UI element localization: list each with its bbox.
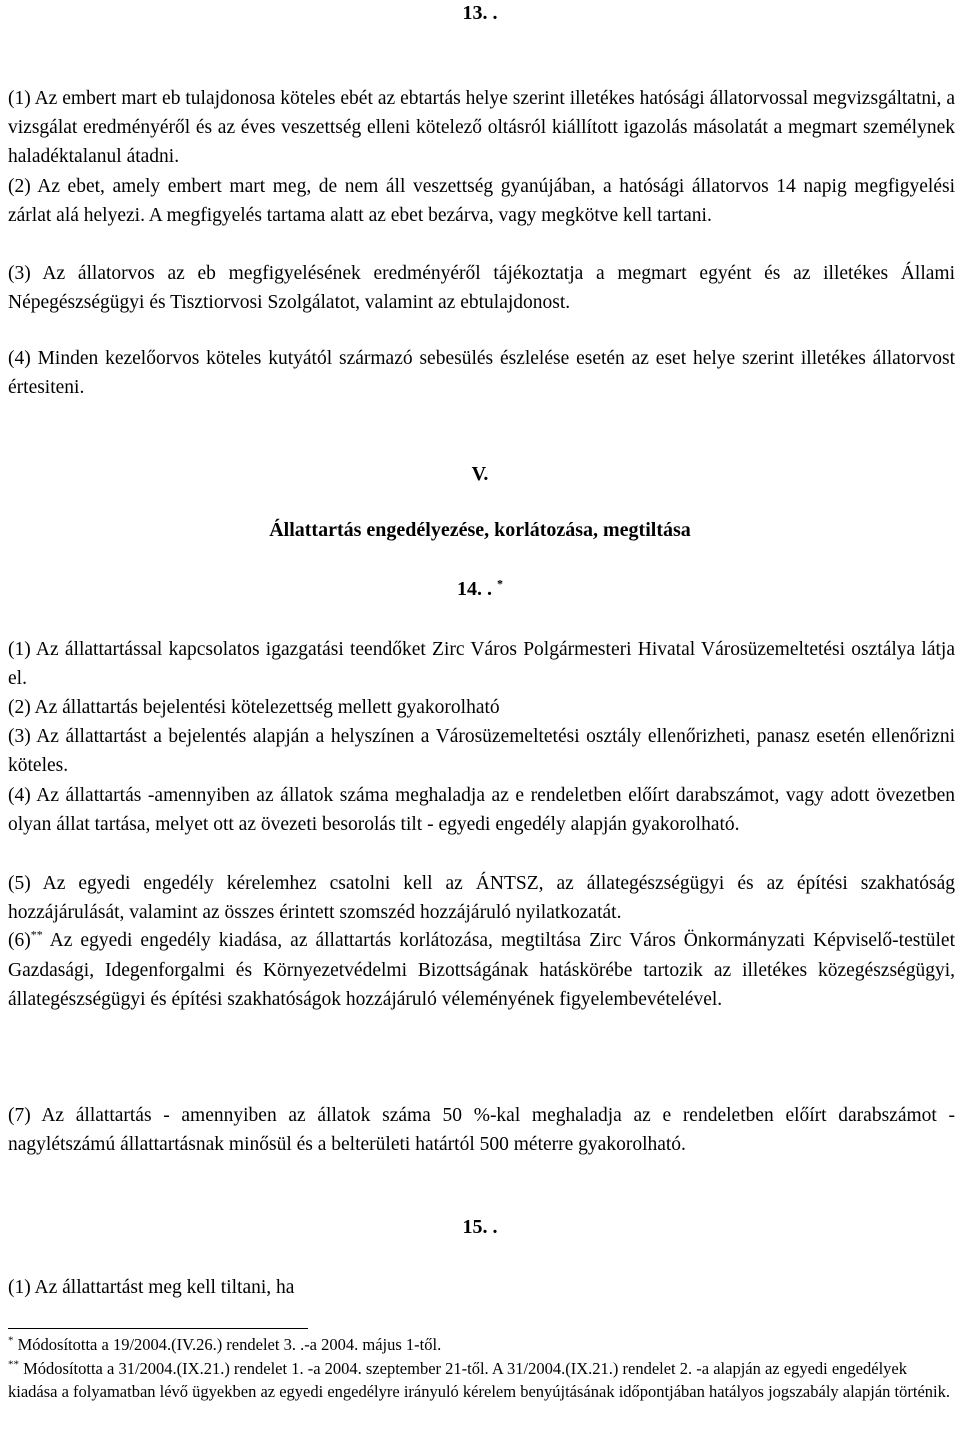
section-14-paragraph-6-footnote-mark: ** [30,927,43,942]
chapter-title: Állattartás engedélyezése, korlátozása, megtiltása [269,519,691,541]
footnote-2-mark: ** [8,1358,19,1371]
section-13-paragraph-3: (3) Az állatorvos az eb megfigyelésének eredményéről tájékoztatja a megmart egyént és az illetékes Állami Népegészségügyi és Tisztiorvosi Szolgálatot, valamint az ebtulajdonost. [8,263,955,313]
section-14-heading-text: 14. . [457,578,492,600]
section-14-paragraph-5: (5) Az egyedi engedély kérelemhez csatolni kell az ÁNTSZ, az állategészségügyi és az építési szakhatóság hozzájárulását, valamint az összes érintett szomszéd hozzájáruló nyilatkozatát. [8,873,955,923]
footnote-1-text: Módosította a 19/2004.(IV.26.) rendelet 3. .-a 2004. május 1-től. [13,1335,442,1354]
section-13-paragraph-2: (2) Az ebet, amely embert mart meg, de nem áll veszettség gyanújában, a hatósági állatorvos 14 napig megfigyelési zárlat alá helyezi. A megfigyelés tartama alatt az ebet bezárva, vagy megkötve kell tartani. [8,176,955,226]
section-14-paragraph-6-text: Az egyedi engedély kiadása, az állattartás korlátozása, megtiltása Zirc Város Önkormányzati Képviselő-testület Gazdasági, Idegenforgalmi és Környezetvédelmi Bizottságának hatáskörébe tartozik az illetékes közegészségügyi, állategészségügyi és építési szakhatóságok hozzájáruló véleményének figyelembevételével. [8,930,955,1010]
footnote-1-mark: * [8,1334,14,1347]
section-13-paragraph-4: (4) Minden kezelőorvos köteles kutyától származó sebesülés észlelése esetén az eset helye szerint illetékes állatorvost értesiteni. [8,348,955,398]
footnote-separator [8,1328,308,1329]
footnote-2-text: Módosította a 31/2004.(IX.21.) rendelet 1. -a 2004. szeptember 21-től. A 31/2004.(IX.21.) rendelet 2. -a alapján az egyedi engedélyek kiadása a folyamatban lévő ügyekben az egyedi engedélyre irányuló kérelem benyújtásának időpontjában hatályos jogszabály alapján történik. [8,1359,950,1401]
footnote-1 [8,1333,955,1356]
section-14-paragraph-6 [8,926,955,1015]
section-15-heading: 15. . [462,1216,498,1238]
section-14-paragraph-4: (4) Az állattartás -amennyiben az állatok száma meghaladja az e rendeletben előírt darabszámot, vagy adott övezetben olyan állat tartása, melyet ott az övezeti besorolás tilt - egyedi engedély alapján gyakorolható. [8,785,955,835]
section-14-paragraph-7: (7) Az állattartás - amennyiben az állatok száma 50 %-kal meghaladja az e rendeletben előírt darabszámot - nagylétszámú állattartásnak minősül és a belterületi határtól 500 méterre gyakorolható. [8,1105,955,1155]
footnote-2 [8,1357,955,1403]
section-15-paragraph-1: (1) Az állattartást meg kell tiltani, ha [8,1277,295,1298]
section-14-heading [0,578,960,601]
section-14-paragraph-6-prefix: (6) [8,930,31,951]
section-14-footnote-mark: * [497,576,503,591]
section-13-heading: 13. . [462,2,498,24]
section-14-paragraph-2: (2) Az állattartás bejelentési kötelezettség mellett gyakorolható [8,697,500,718]
chapter-number: V. [471,463,489,485]
section-13-paragraph-1: (1) Az embert mart eb tulajdonosa köteles ebét az ebtartás helye szerint illetékes hatósági állatorvossal megvizsgáltatni, a vizsgálat eredményéről és az éves veszettség elleni kötelező oltásról kiállított igazolás másolatát a megmart személynek haladéktalanul átadni. [8,88,955,167]
section-14-paragraph-1: (1) Az állattartással kapcsolatos igazgatási teendőket Zirc Város Polgármesteri Hivatal Városüzemeltetési osztálya látja el. [8,639,955,689]
section-14-paragraph-3: (3) Az állattartást a bejelentés alapján a helyszínen a Városüzemeltetési osztály ellenőrizheti, panasz esetén ellenőrizni köteles. [8,726,955,776]
